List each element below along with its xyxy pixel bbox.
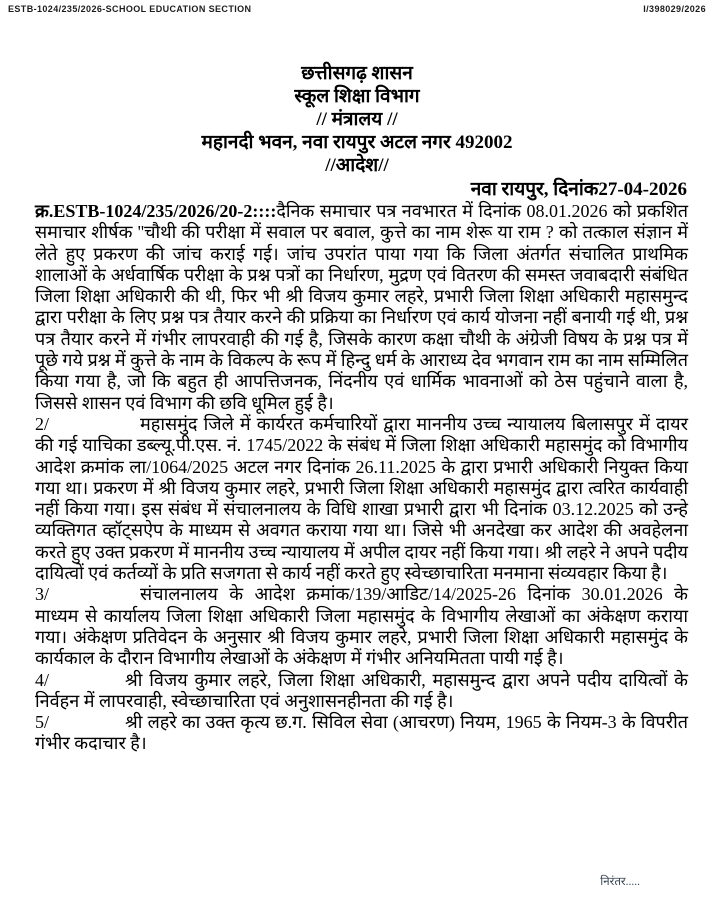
department-name: स्कूल शिक्षा विभाग bbox=[294, 86, 420, 107]
paragraph-5 bbox=[35, 712, 688, 755]
continuation-note: निरंतर..... bbox=[600, 876, 640, 888]
header-doc-number: I/398029/2026 bbox=[643, 4, 706, 14]
paragraph-2-text: महासमुंद जिले में कार्यरत कर्मचारियों द्वारा माननीय उच्च न्यायालय बिलासपुर में दायर की गई याचिका डब्ल्यू.पी.एस. नं. 1745/2022 के संबंध में जिला शिक्षा अधिकारी महासमुंद को विभागीय आदेश क्रमांक ला/1064/2025 अटल नगर दिनांक 26.11.2025 के द्वारा प्रभारी अधिकारी नियुक्त किया गया था। प्रकरण में श्री विजय कुमार लहरे, प्रभारी जिला शिक्षा अधिकारी महासमुंद द्वारा त्वरित कार्यवाही नहीं किया गया। इस संबंध में संचालनालय के विधि शाखा प्रभारी द्वारा भी दिनांक 03.12.2025 को उन्हे व्यक्तिगत व्हॉट्सऐप के माध्यम से अवगत कराया गया था। जिसे भी अनदेखा कर आदेश की अवहेलना करते हुए उक्त प्रकरण में माननीय उच्च न्यायालय में अपील दायर नहीं किया गया। श्री लहरे ने अपने पदीय दायित्वों एवं कर्तव्यों के प्रति सजगता से कार्य नहीं करते हुए स्वेच्छाचारिता मनमाना संव्यवहार किया है। bbox=[35, 413, 688, 584]
paragraph-5-number: 5/ bbox=[35, 712, 50, 733]
paragraph-2-number: 2/ bbox=[35, 413, 50, 434]
place-date-line: नवा रायपुर, दिनांक27-04-2026 bbox=[470, 179, 687, 200]
order-body bbox=[35, 201, 688, 755]
header-file-number: ESTB-1024/235/2026-SCHOOL EDUCATION SECTION bbox=[8, 4, 252, 14]
paragraph-1-text: दैनिक समाचार पत्र नवभारत में दिनांक 08.01.2026 को प्रकशित समाचार शीर्षक ''चौथी की परीक्षा में सवाल पर बवाल, कुत्ते का नाम शेरू या राम ? को तत्काल संज्ञान में लेते हुए प्रकरण की जांच कराई गई। जांच उपरांत पाया गया कि जिला अंतर्गत संचालित प्राथमिक शालाओं के अर्धवार्षिक परीक्षा के प्रश्न पत्रों का निर्धारण, मुद्रण एवं वितरण की समस्त जवाबदारी संबंधित जिला शिक्षा अधिकारी की थी, फिर भी श्री विजय कुमार लहरे, प्रभारी जिला शिक्षा अधिकारी महासमुन्द द्वारा परीक्षा के लिए प्रश्न पत्र तैयार करने की प्रक्रिया का निर्धारण एवं कार्य योजना नहीं बनायी गई थी, प्रश्न पत्र तैयार करने में गंभीर लापरवाही की गई है, जिसके कारण कक्षा चौथी के अंग्रेजी विषय के प्रश्न पत्र में पूछे गये प्रश्न में कुत्ते के नाम के विकल्प के रूप में हिन्दु धर्म के आराध्य देव भगवान राम का नाम सम्मिलित किया गया है, जो कि बहुत ही आपत्तिजनक, निंदनीय एवं धार्मिक भावनाओं को ठेस पहुंचाने वाला है, जिससे शासन एवं विभाग की छवि धूमिल हुई है। bbox=[35, 201, 688, 413]
order-heading: //आदेश// bbox=[325, 155, 389, 176]
order-reference-number: क्र.ESTB-1024/235/2026/20-2:::: bbox=[35, 201, 277, 221]
document-header bbox=[0, 0, 714, 14]
paragraph-1 bbox=[35, 201, 688, 414]
paragraph-3-number: 3/ bbox=[35, 584, 50, 605]
address-line: महानदी भवन, नवा रायपुर अटल नगर 492002 bbox=[201, 132, 513, 153]
paragraph-5-text: श्री लहरे का उक्त कृत्य छ.ग. सिविल सेवा (आचरण) नियम, 1965 के नियम-3 के विपरीत गंभीर कदाचार है। bbox=[35, 712, 688, 754]
paragraph-2 bbox=[35, 414, 688, 584]
paragraph-3-text: संचालनालय के आदेश क्रमांक/139/आडिट/14/2025-26 दिनांक 30.01.2026 के माध्यम से कार्यालय जिला शिक्षा अधिकारी जिला महासमुंद के विभागीय लेखाओं का अंकेक्षण कराया गया। अंकेक्षण प्रतिवेदन के अनुसार श्री विजय कुमार लहरे, प्रभारी जिला शिक्षा अधिकारी महासमुंद के कार्यकाल के दौरान विभागीय लेखाओं के अंकेक्षण में गंभीर अनियमितता पायी गई है। bbox=[35, 584, 688, 669]
title-block bbox=[0, 62, 714, 177]
government-name: छत्तीसगढ़ शासन bbox=[301, 63, 413, 84]
paragraph-3 bbox=[35, 584, 688, 669]
paragraph-4-number: 4/ bbox=[35, 669, 50, 690]
paragraph-4 bbox=[35, 670, 688, 713]
ministry-line: // मंत्रालय // bbox=[316, 109, 398, 130]
paragraph-4-text: श्री विजय कुमार लहरे, जिला शिक्षा अधिकारी, महासमुन्द द्वारा अपने पदीय दायित्वों के निर्वहन में लापरवाही, स्वेच्छाचारिता एवं अनुशासनहीनता की गई है। bbox=[35, 669, 688, 711]
